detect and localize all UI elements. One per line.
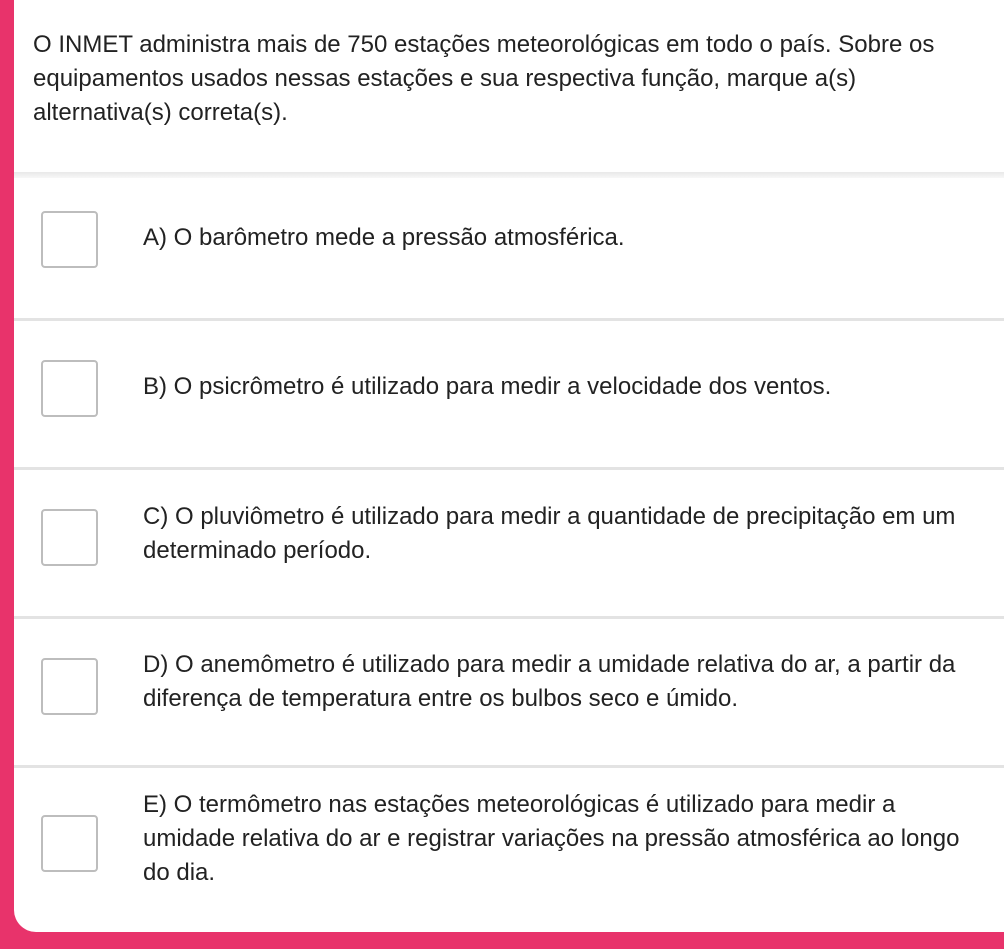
option-a-label: A) O barômetro mede a pressão atmosférica.: [143, 224, 625, 251]
option-c-label: C) O pluviômetro é utilizado para medir a quantidade de precipitação em um determinado período.: [143, 503, 956, 564]
option-a[interactable]: [14, 178, 1004, 318]
option-b-checkbox[interactable]: [41, 360, 98, 417]
option-e-label: E) O termômetro nas estações meteorológicas é utilizado para medir a umidade relativa do ar e registrar variações na pressão atmosférica ao longo do dia.: [143, 791, 960, 886]
question-text: O INMET administra mais de 750 estações meteorológicas em todo o país. Sobre os equipamentos usados nessas estações e sua respectiva função, marque a(s) alternativa(s) correta(s).: [33, 31, 935, 126]
option-b[interactable]: [14, 321, 1004, 467]
option-b-label: B) O psicrômetro é utilizado para medir a velocidade dos ventos.: [143, 373, 832, 400]
option-c[interactable]: [14, 470, 1004, 616]
option-e[interactable]: [14, 768, 1004, 932]
option-d[interactable]: [14, 619, 1004, 765]
option-d-checkbox[interactable]: [41, 658, 98, 715]
option-d-label: D) O anemômetro é utilizado para medir a umidade relativa do ar, a partir da diferença de temperatura entre os bulbos seco e úmido.: [143, 651, 956, 712]
option-e-checkbox[interactable]: [41, 815, 98, 872]
option-a-checkbox[interactable]: [41, 211, 98, 268]
option-c-checkbox[interactable]: [41, 509, 98, 566]
question-card: [14, 0, 1004, 932]
